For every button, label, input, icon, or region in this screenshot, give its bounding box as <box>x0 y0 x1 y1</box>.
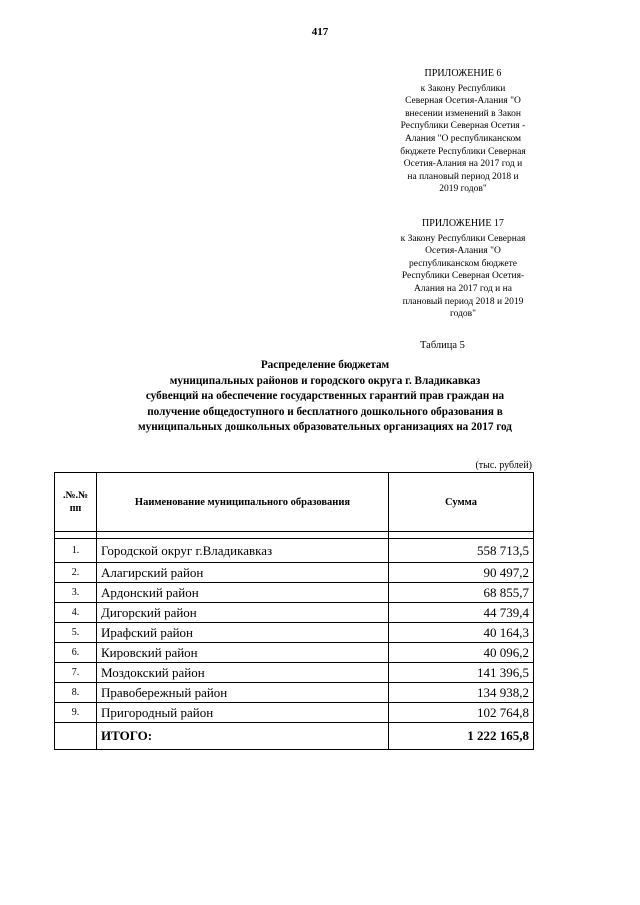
row-name: Дигорский район <box>97 603 389 623</box>
header-number-line2: пп <box>69 503 82 514</box>
row-sum: 40 164,3 <box>389 623 534 643</box>
table-row <box>55 643 534 663</box>
header-sum: Сумма <box>389 473 534 532</box>
appendix-6-line: Осетия-Алания на 2017 год и <box>403 159 523 170</box>
appendix-6-line: 2019 годов" <box>439 184 487 195</box>
document-title <box>60 358 590 436</box>
table-row <box>55 683 534 703</box>
row-name: Правобережный район <box>97 683 389 703</box>
row-name: Моздокский район <box>97 663 389 683</box>
appendix-6-block <box>378 68 548 196</box>
row-name: Кировский район <box>97 643 389 663</box>
title-line: получение общедоступного и бесплатного дошкольного образования в <box>147 405 503 418</box>
title-line: Распределение бюджетам <box>260 359 390 371</box>
header-name: Наименование муниципального образования <box>97 473 389 532</box>
total-sum: 1 222 165,8 <box>389 723 534 750</box>
row-number: 3. <box>55 583 97 603</box>
row-sum: 558 713,5 <box>389 539 534 563</box>
appendix-6-line: бюджете Республики Северная <box>400 146 526 157</box>
row-sum: 44 739,4 <box>389 603 534 623</box>
appendix-6-heading: ПРИЛОЖЕНИЕ 6 <box>424 68 502 79</box>
total-row <box>55 723 534 750</box>
header-number <box>55 473 97 532</box>
row-number: 1. <box>55 539 97 563</box>
appendix-17-line: Алания на 2017 год и на <box>414 283 512 294</box>
appendix-17-block <box>378 218 548 321</box>
table-row <box>55 583 534 603</box>
row-sum: 102 764,8 <box>389 703 534 723</box>
row-sum: 40 096,2 <box>389 643 534 663</box>
row-name: Ирафский район <box>97 623 389 643</box>
title-line: муниципальных дошкольных образовательных организациях на 2017 год <box>138 421 512 433</box>
table-label: Таблица 5 <box>420 340 465 351</box>
row-number: 5. <box>55 623 97 643</box>
title-line: субвенций на обеспечение государственных гарантий прав граждан на <box>145 390 505 402</box>
total-label: ИТОГО: <box>97 723 389 750</box>
row-sum: 90 497,2 <box>389 563 534 583</box>
appendix-17-line: годов" <box>449 309 477 320</box>
row-name: Пригородный район <box>97 703 389 723</box>
header-number-line1: .№.№ <box>62 490 89 501</box>
row-number: 9. <box>55 703 97 723</box>
appendix-17-line: плановый период 2018 и 2019 <box>402 296 524 307</box>
table-row <box>55 623 534 643</box>
total-number-cell <box>55 723 97 750</box>
appendix-6-line: Алания "О республиканском <box>404 133 522 144</box>
appendix-17-heading: ПРИЛОЖЕНИЕ 17 <box>422 218 504 229</box>
appendix-17-line: к Закону Республики Северная <box>400 233 526 244</box>
appendix-17-line: республиканском бюджете <box>409 258 517 269</box>
row-number: 8. <box>55 683 97 703</box>
table-row <box>55 703 534 723</box>
appendix-6-line: Республики Северная Осетия - <box>400 121 526 132</box>
table-row <box>55 663 534 683</box>
row-name: Городской округ г.Владикавказ <box>97 539 389 563</box>
appendix-17-line: Осетия-Алания "О <box>425 246 501 257</box>
units-note: (тыс. рублей) <box>475 460 532 471</box>
appendix-6-line: на плановый период 2018 и <box>407 171 519 182</box>
table-header-row <box>55 473 534 532</box>
row-number: 7. <box>55 663 97 683</box>
row-sum: 68 855,7 <box>389 583 534 603</box>
spacer-row <box>55 532 534 539</box>
row-name: Ардонский район <box>97 583 389 603</box>
row-name: Алагирский район <box>97 563 389 583</box>
row-sum: 141 396,5 <box>389 663 534 683</box>
table-row <box>55 603 534 623</box>
table-row <box>55 563 534 583</box>
appendix-6-line: Северная Осетия-Алания "О <box>405 96 521 107</box>
title-line: муниципальных районов и городского округа г. Владикавказ <box>169 374 481 387</box>
row-number: 6. <box>55 643 97 663</box>
row-number: 2. <box>55 563 97 583</box>
appendix-6-line: внесении изменений в Закон <box>405 108 521 119</box>
row-number: 4. <box>55 603 97 623</box>
page-number: 417 <box>311 26 329 38</box>
appendix-6-line: к Закону Республики <box>420 83 506 94</box>
table-row <box>55 539 534 563</box>
appendix-17-line: Республики Северная Осетия- <box>401 271 525 282</box>
row-sum: 134 938,2 <box>389 683 534 703</box>
budget-table <box>54 472 534 750</box>
